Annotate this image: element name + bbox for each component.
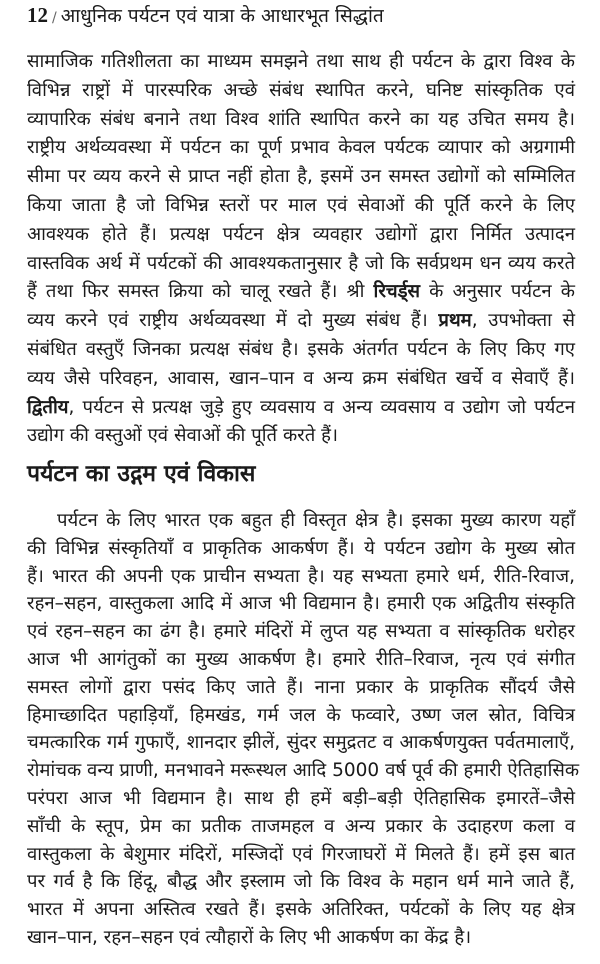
text-segment: वास्तुकला के बेशुमार मंदिरों, मस्जिदों एवं गिरजाघरों में मिलते हैं। हमें इस बात	[27, 843, 575, 865]
book-title: आधुनिक पर्यटन एवं यात्रा के आधारभूत सिद्धांत	[60, 5, 384, 27]
text-line	[27, 618, 575, 646]
text-segment: हैं तथा फिर समस्त क्रिया को चालू रखते हैं। श्री	[27, 281, 374, 303]
text-segment: , पर्यटन से प्रत्यक्ष जुड़े हुए व्यवसाय व अन्य व्यवसाय व उद्योग जो पर्यटन	[68, 396, 575, 418]
text-line	[27, 221, 575, 250]
text-line	[27, 896, 575, 924]
text-line	[27, 163, 575, 192]
text-segment: रोमांचक वन्य प्राणी, मनभावने मरूस्थल आदि 5000 वर्ष पूर्व की हमारी ऐतिहासिक	[27, 760, 580, 782]
text-segment: पर गर्व है कि हिंदू, बौद्ध और इस्लाम जो कि विश्व के महान धर्म माने जाते हैं,	[27, 871, 575, 893]
text-segment: , उपभोक्ता से	[471, 310, 576, 332]
text-segment: की विभिन्न संस्कृतियाँ व प्राकृतिक आकर्षण हैं। ये पर्यटन उद्योग के मुख्य स्रोत	[27, 537, 575, 559]
text-line	[27, 868, 575, 896]
text-line	[27, 757, 580, 785]
text-line	[27, 590, 575, 618]
text-line	[27, 924, 575, 952]
text-line	[27, 48, 575, 77]
text-segment: किया जाता है जो विभिन्न स्तरों पर माल एवं सेवाओं की पूर्ति करने के लिए	[27, 194, 575, 216]
text-line	[27, 307, 575, 336]
text-segment: व्यय करने एवं राष्ट्रीय अर्थव्यवस्था में दो मुख्य संबंध हैं।	[27, 310, 439, 332]
text-segment: पर्यटन के लिए भारत एक बहुत ही विस्तृत क्षेत्र है। इसका मुख्य कारण यहाँ	[57, 510, 575, 531]
text-segment: राष्ट्रीय अर्थव्यवस्था में पर्यटन का पूर्ण प्रभाव केवल पर्यटक व्यापार को अग्रगामी	[27, 137, 575, 159]
text-line	[27, 278, 575, 307]
text-segment: चमत्कारिक गर्म गुफाएँ, शानदार झीलें, सुंदर समुद्रतट व आकर्षणयुक्त पर्वतमालाएँ,	[27, 732, 575, 754]
text-line	[27, 729, 575, 757]
paragraph-2	[27, 507, 580, 952]
text-line	[27, 785, 575, 813]
text-segment: सामाजिक गतिशीलता का माध्यम समझने तथा साथ ही पर्यटन के द्वारा विश्व के	[27, 51, 575, 72]
text-line	[27, 646, 575, 674]
text-line	[27, 563, 575, 591]
text-segment: संबंधित वस्तुएँ जिनका प्रत्यक्ष संबंध है। इसके अंतर्गत पर्यटन के लिए किए गए	[27, 338, 575, 360]
text-segment: वास्तविक अर्थ में पर्यटकों की आवश्यकतानुसार है जो कि सर्वप्रथम धन व्यय करते	[27, 252, 575, 274]
text-segment: आज भी आगंतुकों का मुख्य आकर्षण है। हमारे रीति–रिवाज, नृत्य एवं संगीत	[27, 648, 575, 670]
text-line	[27, 394, 575, 423]
text-segment: विभिन्न राष्ट्रों में पारस्परिक अच्छे संबंध स्थापित करने, घनिष्ट सांस्कृतिक एवं	[27, 79, 575, 101]
text-segment: परंपरा आज भी विद्यमान है। साथ ही हमें बड़ी–बड़ी ऐतिहासिक इमारतें–जैसे	[27, 787, 575, 809]
text-segment: रहन–सहन, वास्तुकला आदि में आज भी विद्यमान है। हमारी एक अद्वितीय संस्कृति	[27, 593, 575, 615]
text-line	[27, 365, 575, 394]
text-segment: समस्त लोगों द्वारा पसंद किए जाते हैं। नाना प्रकार के प्राकृतिक सौंदर्य जैसे	[27, 676, 575, 698]
text-line	[27, 422, 575, 451]
header-separator: /	[52, 10, 57, 26]
bold-term: द्वितीय	[27, 396, 69, 418]
bold-term: रिचर्ड्स	[373, 281, 421, 303]
text-line	[27, 841, 575, 869]
text-segment: व्यय जैसे परिवहन, आवास, खान–पान व अन्य क्रम संबंधित खर्चे व सेवाएँ हैं।	[27, 367, 575, 389]
text-line	[27, 77, 575, 106]
paragraph-1	[27, 48, 575, 451]
text-segment: सीमा पर व्यय करने से प्राप्त नहीं होता है, इसमें उन समस्त उद्योगों को सम्मिलित	[27, 166, 575, 188]
text-line	[27, 507, 575, 535]
text-line	[27, 106, 575, 135]
text-segment: साँची के स्तूप, प्रेम का प्रतीक ताजमहल व अन्य प्रकार के उदाहरण कला व	[27, 815, 575, 837]
running-header	[27, 2, 384, 31]
text-line	[27, 250, 575, 279]
text-line	[27, 192, 575, 221]
text-segment: आवश्यक होते हैं। प्रत्यक्ष पर्यटन क्षेत्र व्यवहार उद्योगों द्वारा निर्मित उत्पादन	[27, 223, 575, 245]
text-line	[27, 813, 575, 841]
page-number: 12	[27, 3, 48, 27]
section-heading: पर्यटन का उद्गम एवं विकास	[27, 461, 256, 487]
text-line	[27, 674, 575, 702]
text-segment: व्यापारिक संबंध बनाने तथा विश्व शांति स्थापित करने का यह उचित समय है।	[27, 108, 575, 130]
text-line	[27, 702, 575, 730]
text-segment: एवं रहन–सहन का ढंग है। हमारे मंदिरों में लुप्त यह सभ्यता व सांस्कृतिक धरोहर	[27, 621, 575, 643]
text-segment: हैं। भारत की अपनी एक प्राचीन सभ्यता है। यह सभ्यता हमारे धर्म, रीति-रिवाज,	[27, 565, 575, 587]
text-line	[27, 134, 575, 163]
text-line	[27, 336, 575, 365]
text-segment: उद्योग की वस्तुओं एवं सेवाओं की पूर्ति करते हैं।	[27, 425, 338, 447]
bold-term: प्रथम	[438, 310, 472, 332]
text-segment: के अनुसार पर्यटन के	[420, 281, 575, 303]
text-segment: हिमाच्छादित पहाड़ियाँ, हिमखंड, गर्म जल के फव्वारे, उष्ण जल स्रोत, विचित्र	[27, 704, 575, 726]
text-segment: खान–पान, रहन–सहन एवं त्यौहारों के लिए भी आकर्षण का केंद्र है।	[27, 926, 472, 948]
text-segment: भारत में अपना अस्तित्व रखते हैं। इसके अतिरिक्त, पर्यटकों के लिए यह क्षेत्र	[27, 899, 575, 921]
text-line	[27, 535, 575, 563]
